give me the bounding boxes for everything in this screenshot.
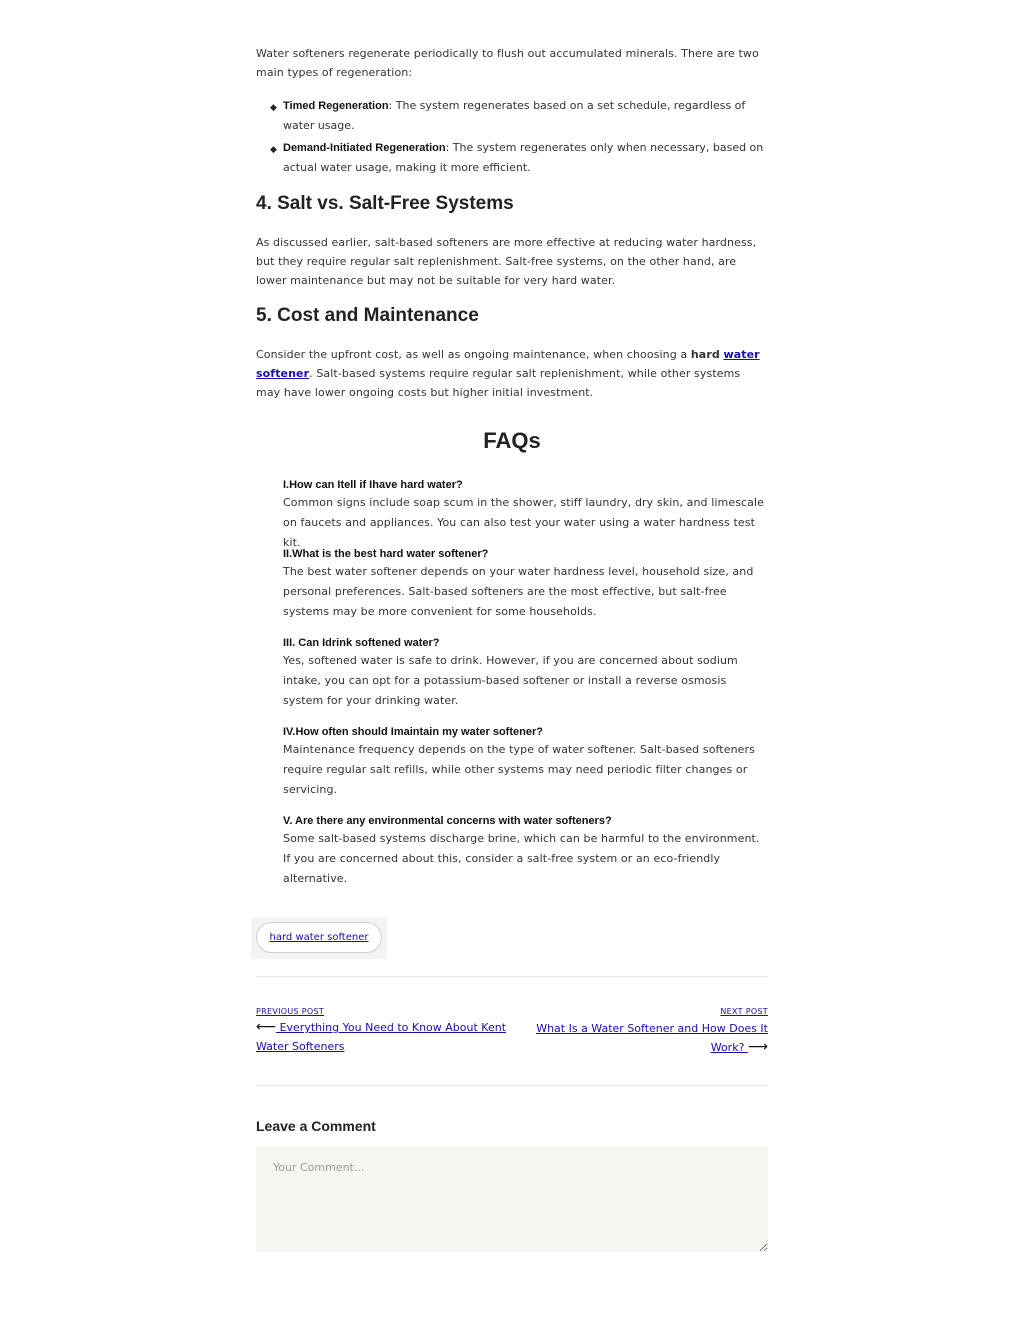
- section-heading: 4. Salt vs. Salt-Free Systems: [256, 193, 514, 214]
- faq-item: [283, 635, 768, 711]
- list-item: [256, 96, 768, 136]
- term-label: Timed Regeneration: [283, 100, 389, 112]
- section-body: As discussed earlier, salt-based softeners are more effective at reducing water hardness, but they require regular salt replenishment. Salt-free systems, on the other hand, are lower maintenance but may not be suitable for very hard water.: [256, 236, 757, 287]
- tag-hard-water-softener[interactable]: hard water softener: [256, 922, 382, 953]
- faq-question: I.How can Itell if Ihave hard water?: [283, 479, 463, 491]
- next-post-label[interactable]: NEXT POST: [720, 1007, 768, 1016]
- water-softener-link[interactable]: water softener: [256, 348, 760, 380]
- faq-question: IV.How often should Imaintain my water softener?: [283, 726, 543, 738]
- term-description: : The system regenerates only when necessary, based on actual water usage, making it more efficient.: [283, 141, 764, 174]
- previous-post-link[interactable]: ⟵ Everything You Need to Know About Kent Water Softeners: [256, 1019, 507, 1053]
- faq-answer: Some salt-based systems discharge brine, which can be harmful to the environment. If you are concerned about this, consider a salt-free system or an eco-friendly alternative.: [283, 832, 760, 885]
- faq-answer: Yes, softened water is safe to drink. However, if you are concerned about sodium intake, you can opt for a potassium-based softener or install a reverse osmosis system for your drinking water.: [283, 654, 738, 707]
- faq-item: [283, 813, 768, 889]
- faq-answer: Maintenance frequency depends on the type of water softener. Salt-based softeners require regular salt refills, while other systems may need periodic filter changes or servicing.: [283, 743, 755, 796]
- list-item: [256, 138, 768, 178]
- section-heading: 5. Cost and Maintenance: [256, 305, 479, 326]
- regeneration-intro: Water softeners regenerate periodically to flush out accumulated minerals. There are two main types of regeneration:: [256, 47, 759, 79]
- regeneration-list: [256, 96, 768, 178]
- section-body: Consider the upfront cost, as well as ongoing maintenance, when choosing a hard water softener. Salt-based systems require regular salt replenishment, while other systems may have lower ongoing costs but higher initial investment.: [256, 348, 760, 399]
- faq-answer: The best water softener depends on your water hardness level, household size, and personal preferences. Salt-based softeners are the most effective, but salt-free systems may be more convenient for some households.: [283, 565, 754, 618]
- arrow-left-icon: ⟵: [256, 1019, 277, 1035]
- comment-textarea[interactable]: [256, 1147, 768, 1252]
- faq-item: [283, 477, 768, 553]
- faq-answer: Common signs include soap scum in the shower, stiff laundry, dry skin, and limescale on faucets and appliances. You can also test your water using a water hardness test kit.: [283, 496, 765, 549]
- comment-heading: Leave a Comment: [256, 1118, 376, 1134]
- previous-post-label[interactable]: PREVIOUS POST: [256, 1007, 325, 1016]
- divider: [256, 976, 768, 977]
- faq-question: II.What is the best hard water softener?: [283, 548, 489, 560]
- term-description: : The system regenerates based on a set schedule, regardless of water usage.: [283, 99, 746, 132]
- faq-item: [283, 546, 768, 622]
- divider: [256, 1085, 768, 1086]
- bullet-icon: ◆: [270, 145, 277, 155]
- bullet-icon: ◆: [270, 103, 277, 113]
- faq-item: [283, 724, 768, 800]
- term-label: Demand-Initiated Regeneration: [283, 142, 446, 154]
- faq-question: III. Can Idrink softened water?: [283, 637, 440, 649]
- next-post-link[interactable]: What Is a Water Softener and How Does It Work? ⟶: [536, 1022, 768, 1055]
- arrow-right-icon: ⟶: [747, 1039, 768, 1055]
- faq-question: V. Are there any environmental concerns with water softeners?: [283, 815, 612, 827]
- tag-container: [251, 918, 387, 959]
- faq-title: FAQs: [483, 428, 541, 453]
